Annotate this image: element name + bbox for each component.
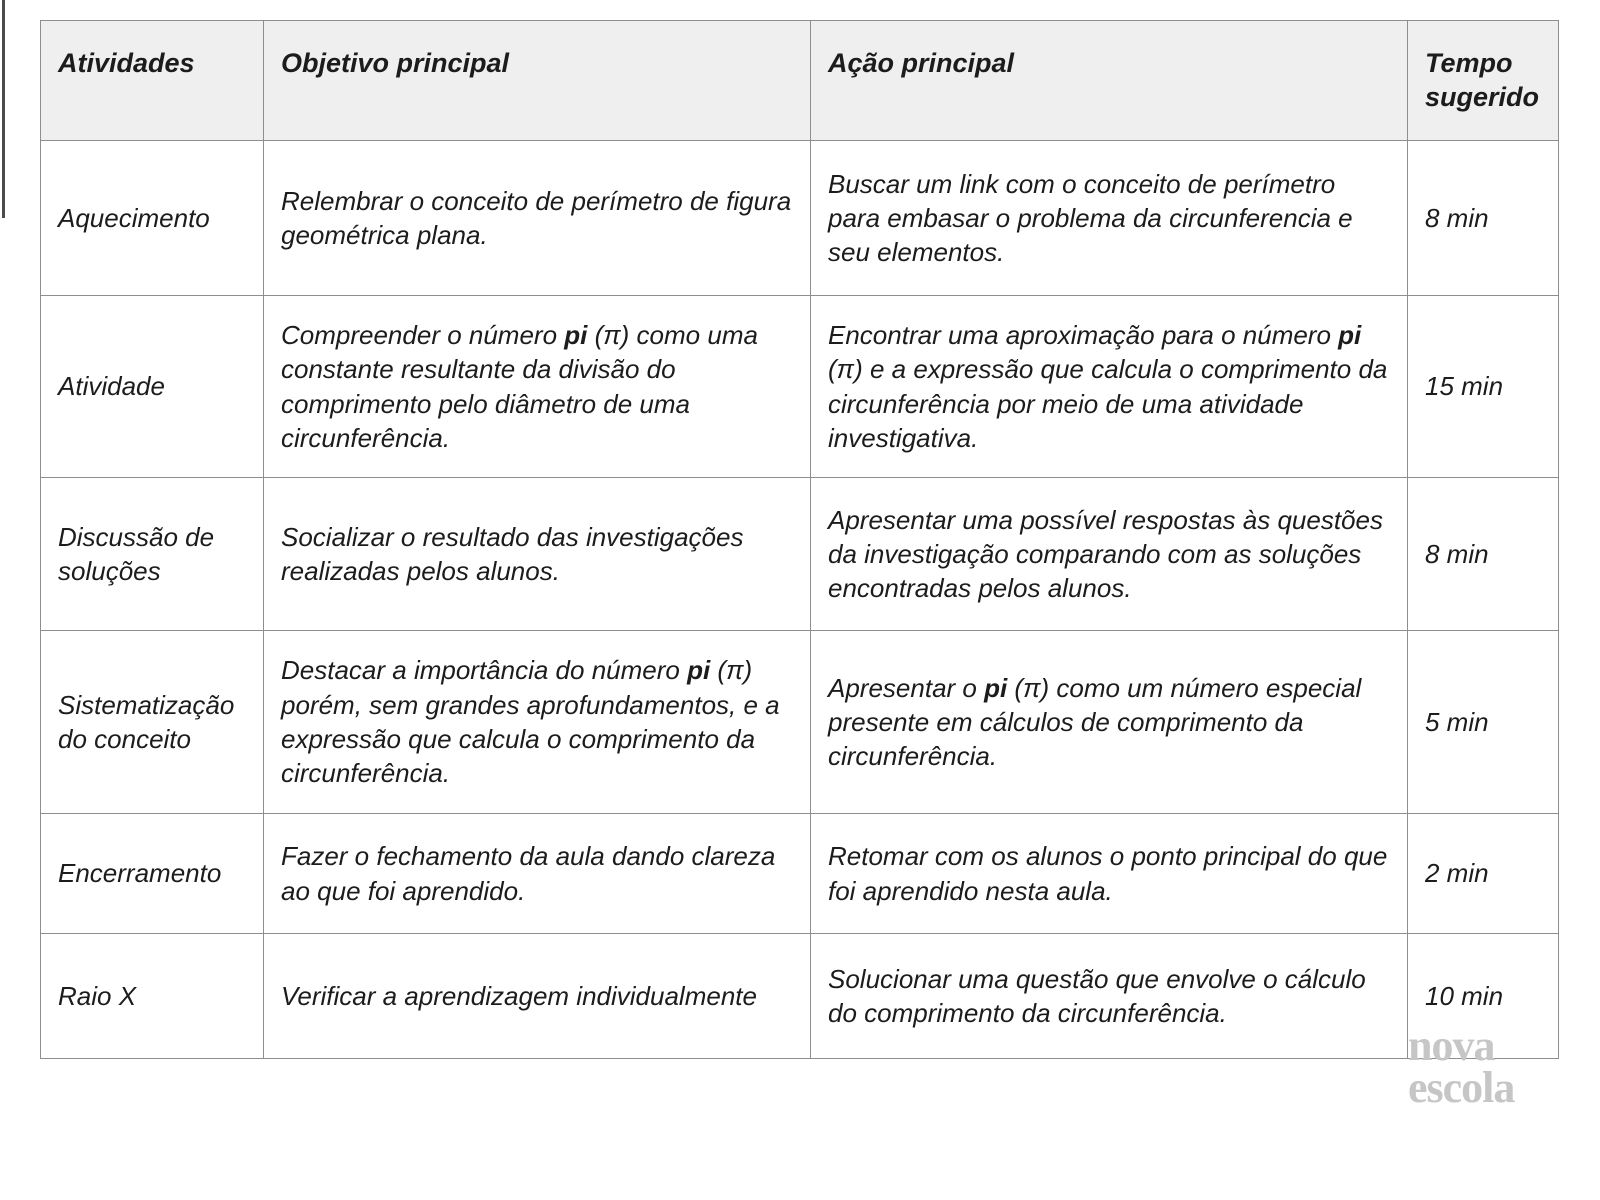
cell-tempo: 8 min	[1408, 141, 1559, 296]
cell-tempo: 10 min	[1408, 934, 1559, 1059]
logo-line-1: nova	[1408, 1021, 1495, 1070]
cell-acao: Encontrar uma aproximação para o número pi (π) e a expressão que calcula o comprimento da circunferência por meio de uma atividade investigativa.	[811, 296, 1408, 478]
header-objetivo-principal: Objetivo principal	[264, 21, 811, 141]
cell-atividade: Discussão de soluções	[41, 478, 264, 631]
cell-acao: Apresentar uma possível respostas às questões da investigação comparando com as soluções encontradas pelos alunos.	[811, 478, 1408, 631]
cell-acao: Retomar com os alunos o ponto principal do que foi aprendido nesta aula.	[811, 814, 1408, 934]
cell-tempo: 8 min	[1408, 478, 1559, 631]
cell-atividade: Aquecimento	[41, 141, 264, 296]
lesson-plan-table	[40, 20, 1559, 1059]
cell-tempo: 5 min	[1408, 631, 1559, 814]
cell-objetivo: Compreender o número pi (π) como uma constante resultante da divisão do comprimento pelo diâmetro de uma circunferência.	[264, 296, 811, 478]
cell-atividade: Encerramento	[41, 814, 264, 934]
cell-tempo: 15 min	[1408, 296, 1559, 478]
cell-objetivo: Socializar o resultado das investigações realizadas pelos alunos.	[264, 478, 811, 631]
cell-objetivo: Destacar a importância do número pi (π) porém, sem grandes aprofundamentos, e a expressão que calcula o comprimento da circunferência.	[264, 631, 811, 814]
cell-acao: Apresentar o pi (π) como um número especial presente em cálculos de comprimento da circunferência.	[811, 631, 1408, 814]
cell-atividade: Sistematização do conceito	[41, 631, 264, 814]
header-atividades: Atividades	[41, 21, 264, 141]
table-row-sistematizacao-do-conceito	[41, 631, 1559, 814]
table-row-discussao-de-solucoes	[41, 478, 1559, 631]
header-row	[41, 21, 1559, 141]
header-acao-principal: Ação principal	[811, 21, 1408, 141]
header-tempo-sugerido: Tempo sugerido	[1408, 21, 1559, 141]
cell-objetivo: Verificar a aprendizagem individualmente	[264, 934, 811, 1059]
logo-line-2: escola	[1408, 1063, 1515, 1113]
cell-atividade: Raio X	[41, 934, 264, 1059]
cell-acao: Buscar um link com o conceito de perímetro para embasar o problema da circunferencia e seu elementos.	[811, 141, 1408, 296]
cell-atividade: Atividade	[41, 296, 264, 478]
cell-objetivo: Fazer o fechamento da aula dando clareza ao que foi aprendido.	[264, 814, 811, 934]
cell-tempo: 2 min	[1408, 814, 1559, 934]
cell-objetivo: Relembrar o conceito de perímetro de figura geométrica plana.	[264, 141, 811, 296]
left-edge-accent-bar	[2, 0, 5, 218]
table-row-encerramento	[41, 814, 1559, 934]
table-row-raio-x	[41, 934, 1559, 1059]
table-row-aquecimento	[41, 141, 1559, 296]
cell-acao: Solucionar uma questão que envolve o cálculo do comprimento da circunferência.	[811, 934, 1408, 1059]
table-row-atividade	[41, 296, 1559, 478]
nova-escola-logo	[1408, 1021, 1515, 1113]
